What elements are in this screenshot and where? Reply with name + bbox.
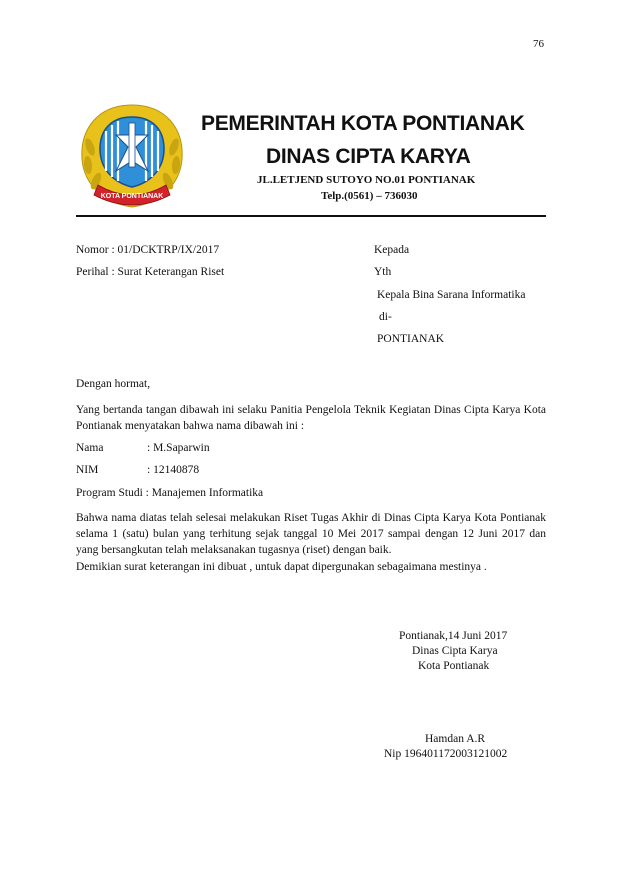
letter-number: Nomor : 01/DCKTRP/IX/2017 [76,244,220,256]
recipient-di: di- [379,311,392,323]
field-value-nim: : 12140878 [147,464,200,476]
field-value-nama: : M.Saparwin [147,442,210,454]
intro-paragraph: Yang bertanda tangan dibawah ini selaku Panitia Pengelola Teknik Kegiatan Dinas Cipta Karya Kota Pontianak menyatakan bahwa nama dibawah ini : [76,404,546,432]
letterhead-address: JL.LETJEND SUTOYO NO.01 PONTIANAK [257,174,476,186]
signature-city: Kota Pontianak [418,660,490,672]
letter-subject: Perihal : Surat Keterangan Riset [76,266,225,278]
city-emblem-logo [76,101,188,213]
logo-ribbon-text: KOTA PONTIANAK [100,193,164,200]
recipient-city: PONTIANAK [377,333,445,345]
greeting: Dengan hormat, [76,378,151,390]
program-studi: Program Studi : Manajemen Informatika [76,487,264,499]
page-number: 76 [533,38,544,50]
field-label-nama: Nama [76,442,104,454]
recipient-kepada: Kepada [374,244,410,256]
signatory-name: Hamdan A.R [425,733,486,745]
signature-place-date: Pontianak,14 Juni 2017 [399,630,508,642]
field-label-nim: NIM [76,464,99,476]
signature-office: Dinas Cipta Karya [412,645,498,657]
recipient-name: Kepala Bina Sarana Informatika [377,289,526,301]
letterhead-divider [76,215,546,217]
letterhead-subtitle: DINAS CIPTA KARYA [266,145,471,168]
letterhead-phone: Telp.(0561) – 736030 [321,190,418,202]
signatory-nip: Nip 196401172003121002 [384,748,508,760]
statement-paragraph: Bahwa nama diatas telah selesai melakukan Riset Tugas Akhir di Dinas Cipta Karya Kota Pontianak selama 1 (satu) bulan yang terhitung sejak tanggal 10 Mei 2017 sampai dengan 12 Juni 2017 dan yang bersangkutan telah melaksanakan tugasnya (riset) dengan baik. [76,512,546,556]
letterhead-title: PEMERINTAH KOTA PONTIANAK [201,112,525,135]
recipient-yth: Yth [374,266,392,278]
closing-paragraph: Demikian surat keterangan ini dibuat , untuk dapat dipergunakan sebagaimana mestinya . [76,561,487,573]
